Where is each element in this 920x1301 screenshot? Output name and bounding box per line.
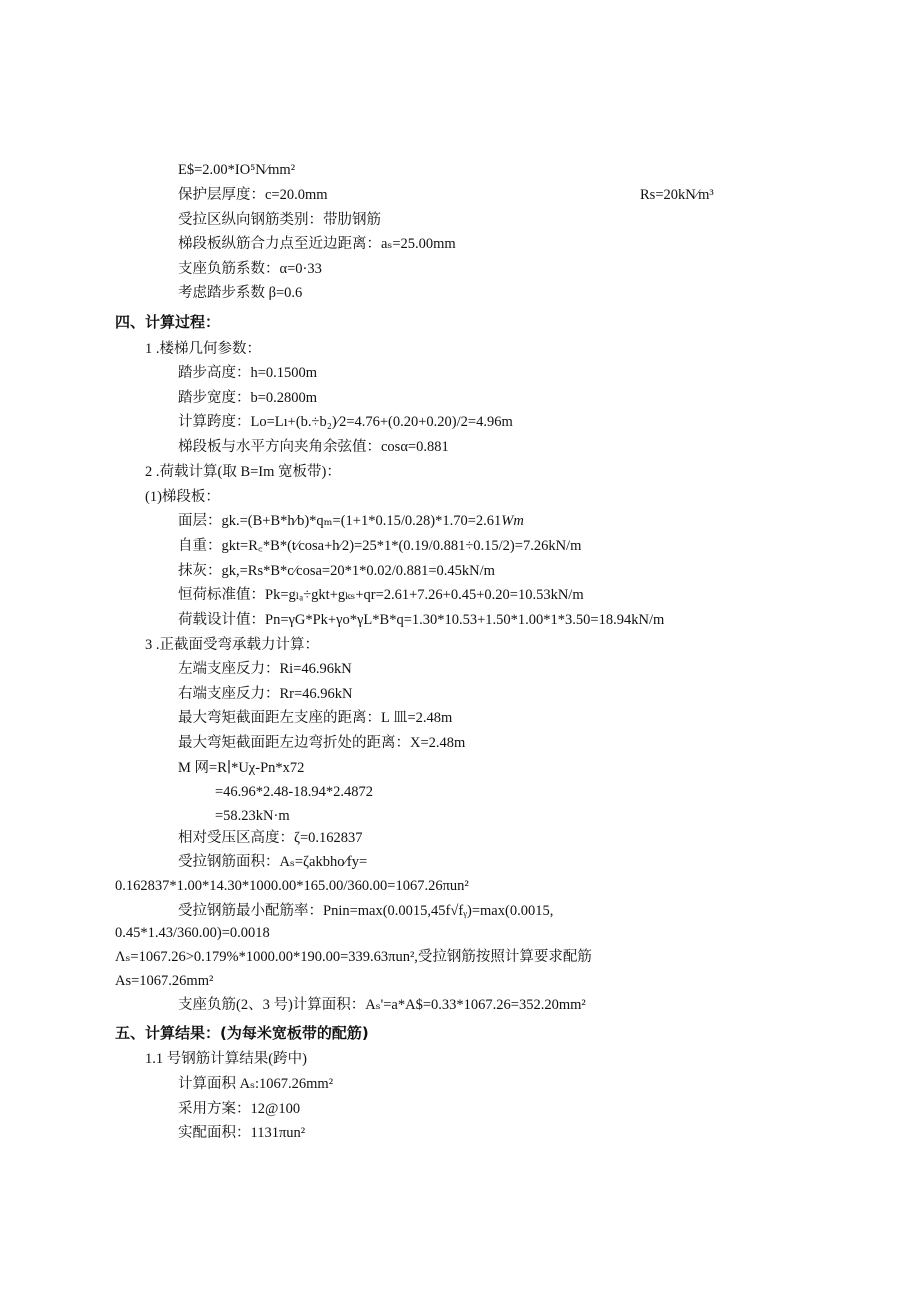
actual-area-line: 实配面积：1131πun²	[178, 1125, 306, 1141]
step-width-line: 踏步宽度：b=0.2800m	[178, 390, 318, 406]
lmax-line: 最大弯矩截面距左支座的距离：L 皿=2.48m	[178, 710, 453, 726]
section-5-heading: 五、计算结果：(为每米宽板带的配筋)	[115, 1024, 369, 1042]
load-heading: 2 .荷载计算(取 B=Im 宽板带)：	[145, 464, 341, 480]
x-line: 最大弯矩截面距左边弯折处的距离：X=2.48m	[178, 735, 466, 751]
dead-load-line: 恒荷标准值：Pk=gₗₐ÷gkt+gₖₛ+qr=2.61+7.26+0.45+0.20=10.53kN/m	[178, 587, 584, 603]
face-line	[178, 512, 524, 530]
moment-line-2: =46.96*2.48-18.94*2.4872	[215, 784, 374, 800]
moment-line-3: =58.23kN·m	[215, 808, 290, 824]
face-text: 面层：gk.=(B+B*h∕b)*qₘ=(1+1*0.15/0.28)*1.70=2.61	[178, 513, 502, 529]
design-load-line: 荷载设计值：Pn=γG*Pk+γo*γL*B*q=1.30*10.53+1.50*1.00*1*3.50=18.94kN/m	[178, 612, 665, 628]
plaster-line: 抹灰：gk,=Rs*B*c∕cosa=20*1*0.02/0.881=0.45kN/m	[178, 563, 495, 579]
bar-type-line: 受拉区纵向钢筋类别：带肋钢筋	[178, 212, 381, 228]
check-line-1: Λₛ=1067.26>0.179%*1000.00*190.00=339.63πun²,受拉钢筋按照计算要求配筋	[115, 949, 592, 965]
result-1-heading: 1.1 号钢筋计算结果(跨中)	[145, 1051, 307, 1067]
bending-heading: 3 .正截面受弯承载力计算：	[145, 637, 319, 653]
beta-line: 考虑踏步系数 β=0.6	[178, 285, 303, 301]
rs-text: Rs=20kN∕m³	[640, 187, 714, 203]
as-line-1: 受拉钢筋面积：Aₛ=ζakbho∕fy=	[178, 854, 368, 870]
check-line-2: As=1067.26mm²	[115, 973, 214, 989]
es-line: E$=2.00*IO⁵N∕mm²	[178, 162, 296, 178]
as-dist-line: 梯段板纵筋合力点至近边距离：aₛ=25.00mm	[178, 236, 456, 252]
as-line-2: 0.162837*1.00*14.30*1000.00*165.00/360.00=1067.26πun²	[115, 878, 469, 894]
cos-line: 梯段板与水平方向夹角余弦值：cosα=0.881	[178, 439, 449, 455]
face-unit: Wm	[501, 513, 524, 529]
moment-line-1: M 网=R∣*Uχ-Pn*x72	[178, 760, 305, 776]
alpha-line: 支座负筋系数：α=0·33	[178, 261, 322, 277]
flight-heading: (1)梯段板：	[145, 489, 220, 505]
section-4-heading: 四、计算过程：	[115, 313, 221, 331]
calc-area-line: 计算面积 Aₛ:1067.26mm²	[178, 1076, 334, 1092]
cover-line	[178, 186, 714, 204]
left-reaction-line: 左端支座反力：Ri=46.96kN	[178, 661, 352, 677]
pmin-line-1: 受拉钢筋最小配筋率：Pnin=max(0.0015,45f√fᵧ)=max(0.0015,	[178, 903, 554, 919]
scheme-line: 采用方案：12@100	[178, 1101, 301, 1117]
pmin-line-2: 0.45*1.43/360.00)=0.0018	[115, 925, 270, 941]
cover-text: 保护层厚度：c=20.0mm	[178, 187, 328, 203]
negative-bar-line: 支座负筋(2、3 号)计算面积：Aₛ'=a*A$=0.33*1067.26=352.20mm²	[178, 997, 586, 1013]
right-reaction-line: 右端支座反力：Rr=46.96kN	[178, 686, 353, 702]
span-line: 计算跨度：Lo=Lı+(b.÷b₂)∕2=4.76+(0.20+0.20)/2=4.96m	[178, 414, 513, 430]
zeta-line: 相对受压区高度：ζ=0.162837	[178, 830, 363, 846]
step-height-line: 踏步高度：h=0.1500m	[178, 365, 318, 381]
self-weight-line: 自重：gkt=R꜀*B*(t∕cosa+h∕2)=25*1*(0.19/0.881÷0.15/2)=7.26kN/m	[178, 538, 582, 554]
geo-heading: 1 .楼梯几何参数：	[145, 341, 261, 357]
